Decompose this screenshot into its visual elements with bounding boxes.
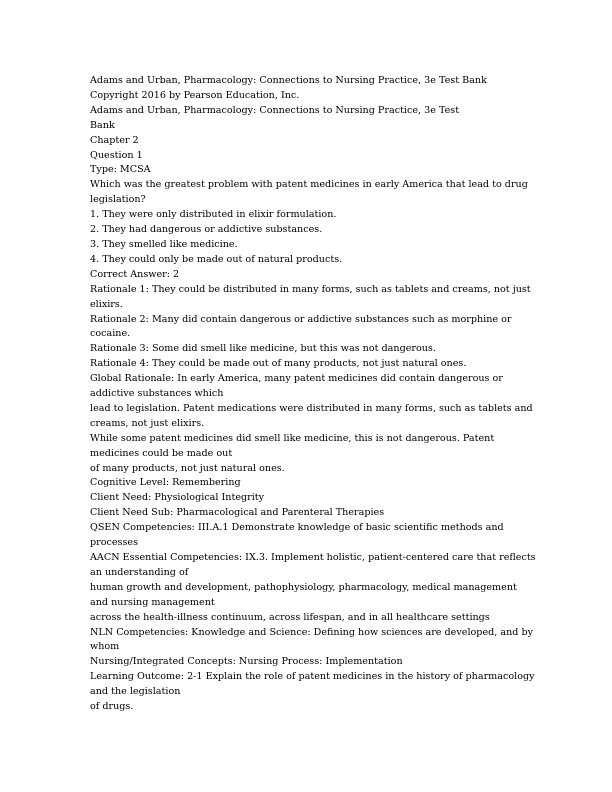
aacn-competencies-line-5: across the health-illness continuum, across lifespan, and in all healthcare settings	[90, 611, 490, 623]
qsen-competencies: QSEN Competencies: III.A.1 Demonstrate knowledge of basic scientific methods and	[90, 522, 504, 534]
subheader-title: Adams and Urban, Pharmacology: Connections to Nursing Practice, 3e Test	[90, 104, 460, 116]
rationale-2-continued: cocaine.	[90, 328, 131, 340]
answer-option-1: 1. They were only distributed in elixir formulation.	[90, 209, 337, 221]
client-need: Client Need: Physiological Integrity	[90, 492, 265, 504]
global-rationale-line-7: of many products, not just natural ones.	[90, 462, 285, 474]
chapter-label: Chapter 2	[90, 134, 139, 146]
aacn-competencies-line-4: and nursing management	[90, 596, 215, 608]
global-rationale-line-5: While some patent medicines did smell like medicine, this is not dangerous. Patent	[90, 432, 495, 444]
global-rationale-line-2: addictive substances which	[90, 388, 224, 400]
cognitive-level: Cognitive Level: Remembering	[90, 477, 241, 489]
header-title: Adams and Urban, Pharmacology: Connections to Nursing Practice, 3e Test Bank	[90, 75, 487, 86]
aacn-competencies-line-3: human growth and development, pathophysiology, pharmacology, medical management	[90, 581, 517, 593]
question-stem-continued: legislation?	[90, 194, 146, 206]
learning-outcome-line-3: of drugs.	[90, 701, 134, 713]
nln-competencies-continued: whom	[90, 641, 120, 653]
rationale-2: Rationale 2: Many did contain dangerous or addictive substances such as morphine or	[90, 313, 512, 325]
aacn-competencies-line-2: an understanding of	[90, 566, 189, 578]
question-type: Type: MCSA	[90, 164, 151, 176]
integrated-concepts: Nursing/Integrated Concepts: Nursing Process: Implementation	[90, 656, 403, 668]
copyright-line: Copyright 2016 by Pearson Education, Inc.	[90, 89, 300, 101]
learning-outcome: Learning Outcome: 2-1 Explain the role of patent medicines in the history of pharmacology	[90, 671, 535, 683]
question-label: Question 1	[90, 149, 143, 161]
answer-option-2: 2. They had dangerous or addictive substances.	[90, 224, 323, 236]
answer-option-3: 3. They smelled like medicine.	[90, 238, 238, 250]
rationale-4: Rationale 4: They could be made out of many products, not just natural ones.	[90, 358, 467, 370]
global-rationale-line-4: creams, not just elixirs.	[90, 417, 205, 429]
global-rationale-line-6: medicines could be made out	[90, 447, 233, 459]
rationale-1-continued: elixirs.	[90, 298, 123, 310]
qsen-competencies-continued: processes	[90, 537, 139, 549]
correct-answer: Correct Answer: 2	[90, 268, 180, 280]
rationale-1: Rationale 1: They could be distributed in many forms, such as tablets and creams, not just	[90, 283, 531, 295]
client-need-sub: Client Need Sub: Pharmacological and Parenteral Therapies	[90, 507, 385, 519]
learning-outcome-line-2: and the legislation	[90, 686, 181, 698]
global-rationale: Global Rationale: In early America, many patent medicines did contain dangerous or	[90, 373, 503, 385]
answer-option-4: 4. They could only be made out of natural products.	[90, 253, 343, 265]
rationale-3: Rationale 3: Some did smell like medicine, but this was not dangerous.	[90, 343, 436, 355]
question-stem: Which was the greatest problem with patent medicines in early America that lead to drug	[90, 179, 528, 191]
global-rationale-line-3: lead to legislation. Patent medications were distributed in many forms, such as tablets and	[90, 402, 533, 414]
aacn-competencies: AACN Essential Competencies: IX.3. Implement holistic, patient-centered care that reflects	[90, 552, 536, 563]
subheader-title-continued: Bank	[90, 119, 115, 131]
nln-competencies: NLN Competencies: Knowledge and Science: Defining how sciences are developed, and by	[90, 626, 534, 638]
document-page	[90, 74, 536, 715]
